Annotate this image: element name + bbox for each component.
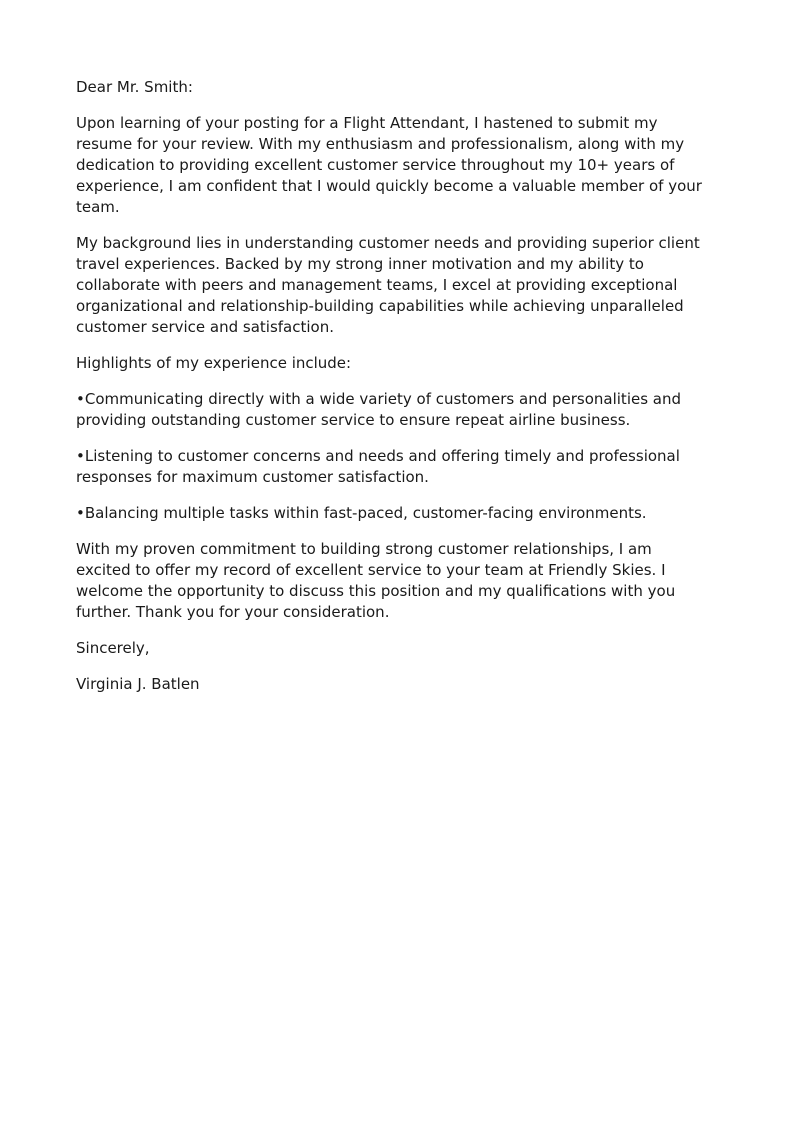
cover-letter-body: [76, 77, 706, 710]
highlight-bullet-text: Listening to customer concerns and needs and offering timely and professional responses for maximum customer satisfaction.: [76, 447, 680, 486]
closing-paragraph: With my proven commitment to building strong customer relationships, I am excited to offer my record of excellent service to your team at Friendly Skies. I welcome the opportunity to discuss this position and my qualifications with you further. Thank you for your consideration.: [76, 540, 676, 621]
signature-name: Virginia J. Batlen: [76, 675, 200, 693]
highlight-bullet-item: [76, 503, 706, 524]
highlight-bullet-item: [76, 446, 706, 488]
sign-off: Sincerely,: [76, 639, 150, 657]
bullet-icon: •: [76, 447, 85, 465]
bullet-icon: •: [76, 390, 85, 408]
highlight-bullet-text: Balancing multiple tasks within fast-paced, customer-facing environments.: [84, 504, 647, 522]
highlight-bullet-text: Communicating directly with a wide variety of customers and personalities and providing outstanding customer service to ensure repeat airline business.: [76, 390, 682, 429]
bullet-icon: •: [76, 504, 85, 522]
salutation: Dear Mr. Smith:: [76, 78, 193, 96]
background-paragraph: My background lies in understanding customer needs and providing superior client travel experiences. Backed by my strong inner motivation and my ability to collaborate with peers and management teams, I excel at providing exceptional organizational and relationship-building capabilities while achieving unparalleled customer service and satisfaction.: [76, 234, 700, 336]
highlight-bullet-item: [76, 389, 706, 431]
intro-paragraph: Upon learning of your posting for a Flight Attendant, I hastened to submit my resume for your review. With my enthusiasm and professionalism, along with my dedication to providing excellent customer service throughout my 10+ years of experience, I am confident that I would quickly become a valuable member of your team.: [76, 114, 702, 216]
highlights-intro: Highlights of my experience include:: [76, 354, 352, 372]
